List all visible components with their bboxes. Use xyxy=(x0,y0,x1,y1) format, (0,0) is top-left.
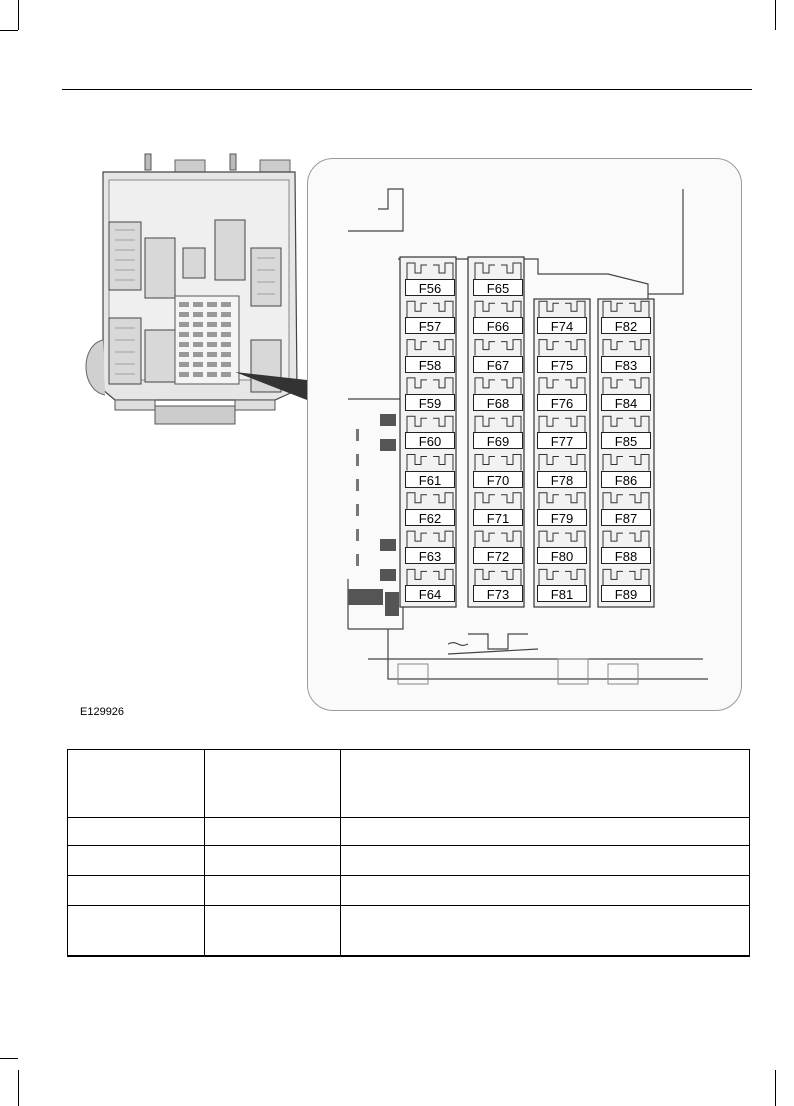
fuse-label: F72 xyxy=(473,547,523,564)
fuse-label: F81 xyxy=(537,585,587,602)
fuse-label: F84 xyxy=(601,394,651,411)
header-rule xyxy=(62,89,752,90)
fuse-label: F65 xyxy=(473,279,523,296)
crop-mark-bottom-left-h xyxy=(0,1058,18,1059)
fuse-label: F60 xyxy=(405,432,455,449)
fuse-panel-detail-drawing xyxy=(308,159,741,710)
fuse-label: F76 xyxy=(537,394,587,411)
crop-mark-top-left xyxy=(18,0,19,30)
fuse-label: F70 xyxy=(473,471,523,488)
table-column-divider xyxy=(340,750,341,956)
fuse-label: F64 xyxy=(405,585,455,602)
fuse-label: F73 xyxy=(473,585,523,602)
fuse-label: F87 xyxy=(601,509,651,526)
fuse-label: F61 xyxy=(405,471,455,488)
table-column-divider xyxy=(204,750,205,956)
fuse-box-overview-illustration xyxy=(75,150,315,430)
fuse-specification-table xyxy=(67,749,750,957)
table-row xyxy=(68,817,749,846)
fuse-label: F86 xyxy=(601,471,651,488)
crop-mark-bottom-right xyxy=(775,1070,776,1106)
fuse-label: F56 xyxy=(405,279,455,296)
fuse-panel-detail xyxy=(307,158,742,711)
fuse-label: F66 xyxy=(473,317,523,334)
fuse-label: F58 xyxy=(405,356,455,373)
fuse-label: F62 xyxy=(405,509,455,526)
fuse-label: F69 xyxy=(473,432,523,449)
fuse-label: F57 xyxy=(405,317,455,334)
crop-mark-bottom-left xyxy=(18,1070,19,1106)
fuse-label: F74 xyxy=(537,317,587,334)
fuse-label: F85 xyxy=(601,432,651,449)
fuse-label: F82 xyxy=(601,317,651,334)
table-row xyxy=(68,750,749,818)
fuse-label: F71 xyxy=(473,509,523,526)
crop-mark-top-left-h xyxy=(0,30,18,31)
fuse-label: F75 xyxy=(537,356,587,373)
table-row xyxy=(68,906,749,956)
fuse-label: F67 xyxy=(473,356,523,373)
table-row xyxy=(68,846,749,876)
fuse-label: F77 xyxy=(537,432,587,449)
fuse-label: F88 xyxy=(601,547,651,564)
crop-mark-top-right xyxy=(775,0,776,30)
fuse-label: F80 xyxy=(537,547,587,564)
table-row xyxy=(68,876,749,906)
fuse-label: F68 xyxy=(473,394,523,411)
fuse-label: F79 xyxy=(537,509,587,526)
fuse-label: F89 xyxy=(601,585,651,602)
fuse-label: F63 xyxy=(405,547,455,564)
figure-label: E129926 xyxy=(80,706,125,718)
fuse-label: F78 xyxy=(537,471,587,488)
fuse-label: F83 xyxy=(601,356,651,373)
fuse-label: F59 xyxy=(405,394,455,411)
